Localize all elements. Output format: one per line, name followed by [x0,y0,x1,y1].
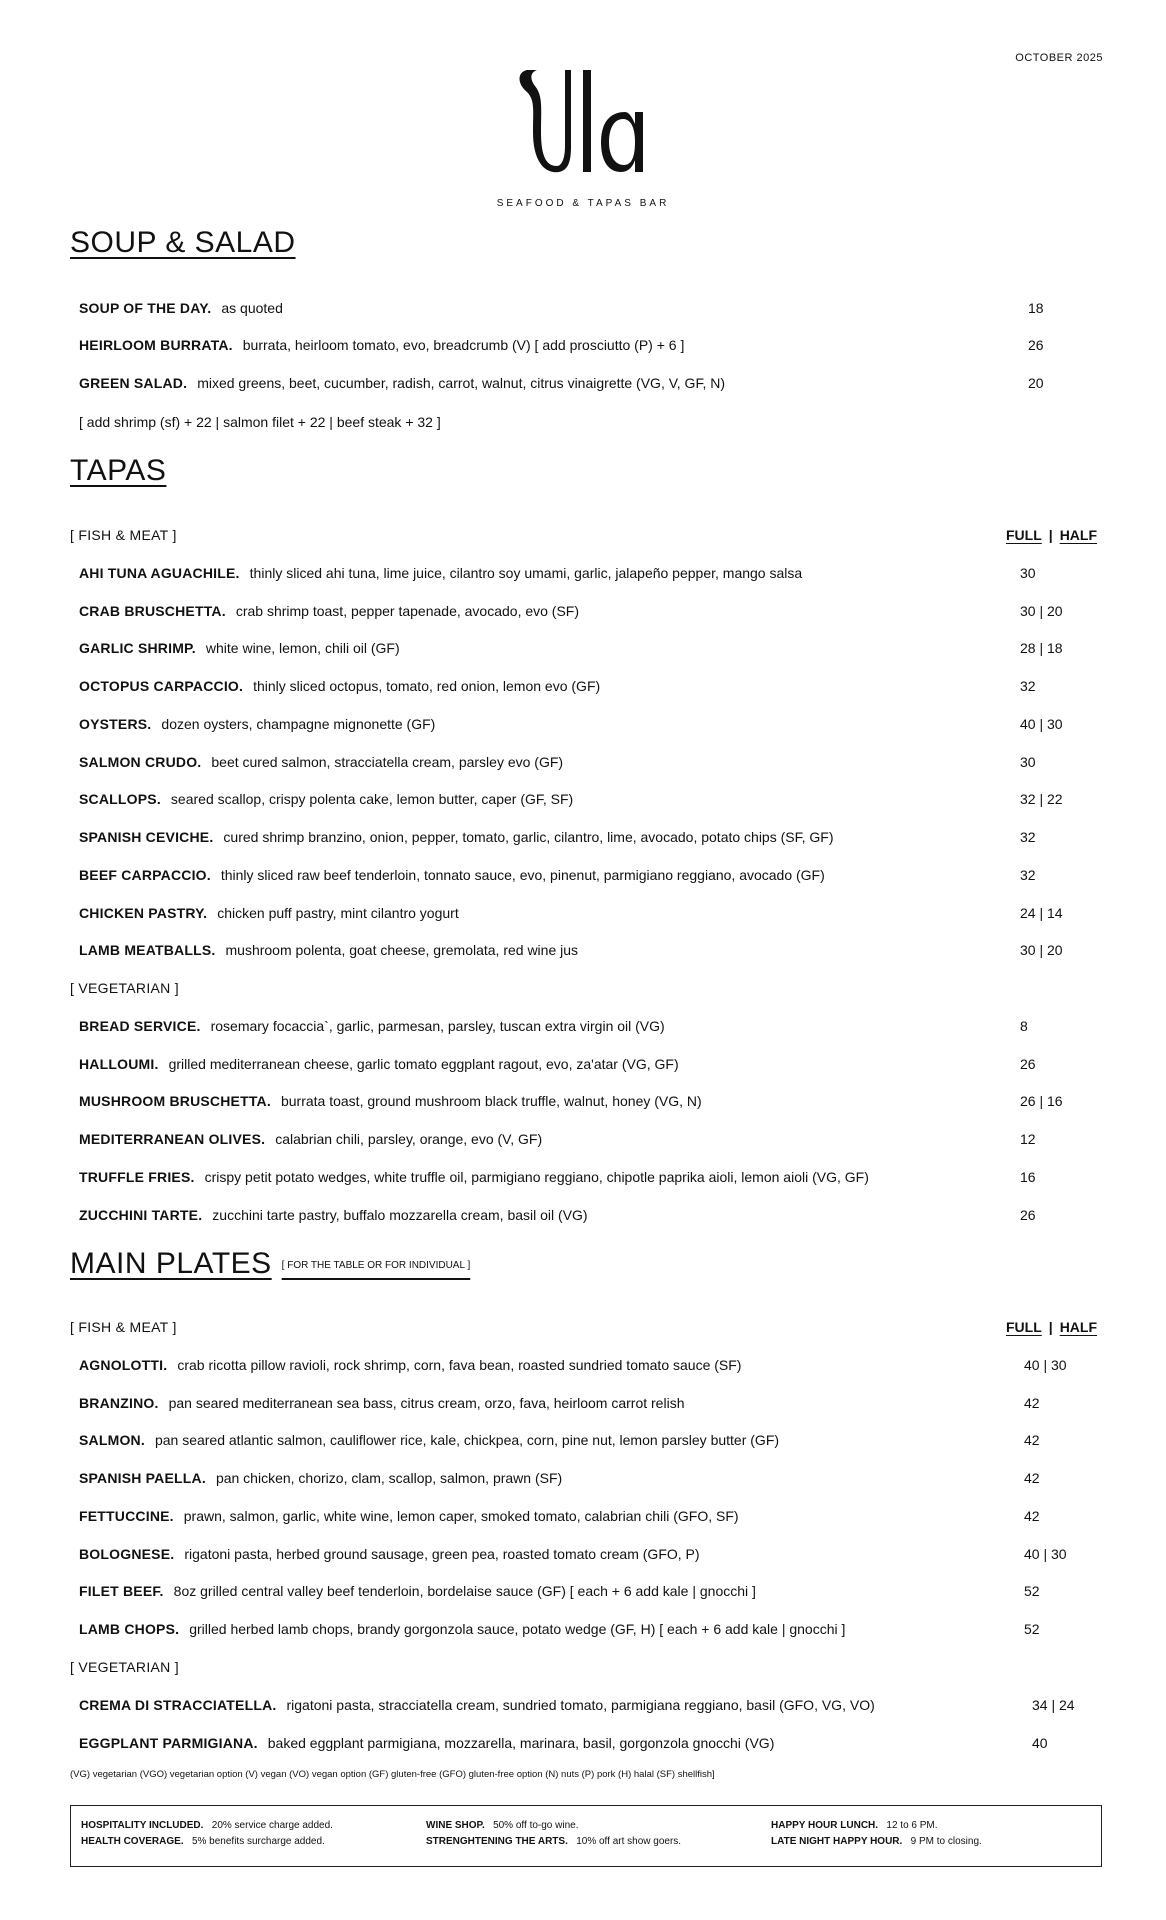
footer-line [771,1834,982,1850]
footer-text: 50% off to-go wine. [493,1820,579,1831]
footer-label: STRENGHTENING THE ARTS. [426,1836,568,1847]
item-name: FILET BEEF. [79,1583,164,1599]
item-name: CREMA DI STRACCIATELLA. [79,1697,277,1713]
footer-label: WINE SHOP. [426,1820,485,1831]
item-description: thinly sliced raw beef tenderloin, tonnato sauce, evo, pinenut, parmigiano reggiano, avocado (GF) [220,867,825,883]
item-name: BOLOGNESE. [79,1546,175,1562]
item-name: OCTOPUS CARPACCIO. [79,678,244,694]
item-name: SCALLOPS. [79,791,161,807]
footer-col-3 [771,1818,982,1850]
item-price: 24 | 14 [1020,905,1063,921]
category-vegetarian: [ VEGETARIAN ] [70,980,179,996]
item-name: EGGPLANT PARMIGIANA. [79,1735,258,1751]
item-description: crab ricotta pillow ravioli, rock shrimp, corn, fava bean, roasted sundried tomato sauce (SF) [177,1357,742,1373]
item-description: pan seared atlantic salmon, cauliflower rice, kale, chickpea, corn, pine nut, lemon parsley butter (GF) [154,1432,780,1448]
item-price: 30 [1020,754,1036,770]
item-price: 26 | 16 [1020,1093,1063,1109]
item-description: rigatoni pasta, herbed ground sausage, green pea, roasted tomato cream (GFO, P) [184,1546,700,1562]
item-description: thinly sliced ahi tuna, lime juice, cilantro soy umami, garlic, jalapeño pepper, mango salsa [249,565,803,581]
item-name: AHI TUNA AGUACHILE. [79,565,240,581]
menu-item [79,1697,875,1713]
menu-item [79,1056,679,1072]
footer-label: LATE NIGHT HAPPY HOUR. [771,1836,903,1847]
item-description: prawn, salmon, garlic, white wine, lemon caper, smoked tomato, calabrian chili (GFO, SF) [183,1508,739,1524]
menu-item [79,603,579,619]
item-name: SOUP OF THE DAY. [79,300,212,316]
section-title-main-plates [70,1247,470,1281]
menu-item [79,375,725,391]
item-price: 30 | 20 [1020,603,1063,619]
item-price: 52 [1024,1621,1040,1637]
full-label: FULL [1006,527,1042,543]
restaurant-logo [0,62,1166,180]
item-name: MEDITERRANEAN OLIVES. [79,1131,266,1147]
menu-item [79,754,563,770]
item-name: ZUCCHINI TARTE. [79,1207,203,1223]
full-half-separator: | [1048,527,1053,543]
item-price: 40 | 30 [1024,1357,1067,1373]
category-fish-meat: [ FISH & MEAT ] [70,527,177,543]
item-price: 32 [1020,829,1036,845]
menu-item [79,942,578,958]
footer-label: HAPPY HOUR LUNCH. [771,1820,879,1831]
menu-item [79,640,400,656]
footer-text: 20% service charge added. [211,1820,333,1831]
menu-item [79,1508,739,1524]
menu-date: OCTOBER 2025 [1015,52,1103,64]
menu-item [79,678,600,694]
item-name: CHICKEN PASTRY. [79,905,208,921]
item-price: 30 [1020,565,1036,581]
item-description: white wine, lemon, chili oil (GF) [205,640,400,656]
category-vegetarian: [ VEGETARIAN ] [70,1659,179,1675]
item-price: 32 [1020,678,1036,694]
item-price: 42 [1024,1395,1040,1411]
item-price: 40 | 30 [1024,1546,1067,1562]
item-description: mushroom polenta, goat cheese, gremolata, red wine jus [225,942,579,958]
item-name: SALMON CRUDO. [79,754,202,770]
menu-item [79,1093,702,1109]
item-price: 42 [1024,1508,1040,1524]
item-description: burrata toast, ground mushroom black truffle, walnut, honey (VG, N) [280,1093,702,1109]
menu-item [79,1432,779,1448]
item-price: 28 | 18 [1020,640,1063,656]
legend-text: (VG) vegetarian (VGO) vegetarian option (V) vegan (VO) vegan option (GF) gluten-free (GFO) gluten-free option (N) nuts (P) pork (H) halal (SF) shellfish] [70,1769,715,1780]
menu-item [79,1583,756,1599]
item-name: LAMB MEATBALLS. [79,942,216,958]
menu-item [79,300,283,316]
item-description: dozen oysters, champagne mignonette (GF) [161,716,436,732]
item-description: grilled herbed lamb chops, brandy gorgonzola sauce, potato wedge (GF, H) [ each + 6 add kale | gnocchi ] [189,1621,846,1637]
item-name: AGNOLOTTI. [79,1357,168,1373]
item-price: 26 [1028,337,1044,353]
item-description: calabrian chili, parsley, orange, evo (V, GF) [275,1131,543,1147]
menu-item [79,1621,845,1637]
menu-item [79,1357,741,1373]
item-name: OYSTERS. [79,716,152,732]
main-plates-title: MAIN PLATES [70,1247,272,1280]
item-price: 30 | 20 [1020,942,1063,958]
footer-line [426,1818,681,1834]
item-price: 16 [1020,1169,1036,1185]
item-name: SPANISH CEVICHE. [79,829,214,845]
menu-item [79,1546,700,1562]
footer-text: 10% off art show goers. [576,1836,682,1847]
section-title-tapas: TAPAS [70,454,167,487]
item-price: 40 | 30 [1020,716,1063,732]
category-fish-meat: [ FISH & MEAT ] [70,1319,177,1335]
item-name: GREEN SALAD. [79,375,188,391]
menu-item [79,1131,542,1147]
footer-text: 5% benefits surcharge added. [191,1836,325,1847]
item-description: crispy petit potato wedges, white truffle oil, parmigiano reggiano, chipotle paprika aioli, lemon aioli (VG, GF) [204,1169,869,1185]
menu-item [79,867,825,883]
item-description: crab shrimp toast, pepper tapenade, avocado, evo (SF) [235,603,580,619]
half-label: HALF [1059,1319,1098,1335]
footer-box [70,1805,1102,1867]
menu-item [79,829,834,845]
salad-addon-note: [ add shrimp (sf) + 22 | salmon filet + 22 | beef steak + 32 ] [79,414,441,430]
item-name: HALLOUMI. [79,1056,159,1072]
item-description: baked eggplant parmigiana, mozzarella, marinara, basil, gorgonzola gnocchi (VG) [267,1735,775,1751]
item-name: LAMB CHOPS. [79,1621,180,1637]
item-price: 20 [1028,375,1044,391]
item-name: BREAD SERVICE. [79,1018,201,1034]
item-price: 42 [1024,1470,1040,1486]
menu-item [79,1735,774,1751]
item-name: BRANZINO. [79,1395,159,1411]
item-description: burrata, heirloom tomato, evo, breadcrumb (V) [ add prosciutto (P) + 6 ] [242,337,685,353]
menu-item [79,1470,562,1486]
footer-line [771,1818,982,1834]
half-label: HALF [1059,527,1098,543]
item-description: zucchini tarte pastry, buffalo mozzarella cream, basil oil (VG) [212,1207,588,1223]
section-title-soup-salad: SOUP & SALAD [70,226,296,259]
item-name: SALMON. [79,1432,145,1448]
item-price: 42 [1024,1432,1040,1448]
item-price: 52 [1024,1583,1040,1599]
footer-col-2 [426,1818,681,1850]
footer-text: 12 to 6 PM. [886,1820,938,1831]
item-description: rigatoni pasta, stracciatella cream, sundried tomato, parmigiana reggiano, basil (GFO, VG, VO) [286,1697,875,1713]
item-price: 32 [1020,867,1036,883]
item-name: SPANISH PAELLA. [79,1470,206,1486]
item-name: MUSHROOM BRUSCHETTA. [79,1093,271,1109]
item-name: BEEF CARPACCIO. [79,867,211,883]
menu-item [79,1207,588,1223]
item-name: FETTUCCINE. [79,1508,174,1524]
item-name: GARLIC SHRIMP. [79,640,196,656]
menu-item [79,1395,684,1411]
item-description: thinly sliced octopus, tomato, red onion, lemon evo (GF) [253,678,601,694]
menu-item [79,791,573,807]
menu-item [79,1018,665,1034]
item-description: 8oz grilled central valley beef tenderloin, bordelaise sauce (GF) [ each + 6 add kale | gnocchi ] [173,1583,756,1599]
item-name: CRAB BRUSCHETTA. [79,603,226,619]
menu-item [79,905,459,921]
item-description: pan seared mediterranean sea bass, citrus cream, orzo, fava, heirloom carrot relish [168,1395,685,1411]
full-label: FULL [1006,1319,1042,1335]
full-half-header [1006,1319,1097,1335]
item-price: 32 | 22 [1020,791,1063,807]
item-price: 12 [1020,1131,1036,1147]
item-description: beet cured salmon, stracciatella cream, parsley evo (GF) [211,754,564,770]
dietary-legend [70,1769,715,1780]
footer-line [426,1834,681,1850]
menu-item [79,716,435,732]
item-description: mixed greens, beet, cucumber, radish, carrot, walnut, citrus vinaigrette (VG, V, GF, N) [197,375,725,391]
item-price: 34 | 24 [1032,1697,1075,1713]
item-price: 26 [1020,1056,1036,1072]
item-description: cured shrimp branzino, onion, pepper, tomato, garlic, cilantro, lime, avocado, potato chips (SF, GF) [223,829,834,845]
item-description: pan chicken, chorizo, clam, scallop, salmon, prawn (SF) [215,1470,563,1486]
restaurant-tagline: SEAFOOD & TAPAS BAR [496,198,670,209]
item-description: chicken puff pastry, mint cilantro yogurt [217,905,459,921]
item-description: grilled mediterranean cheese, garlic tomato eggplant ragout, evo, za'atar (VG, GF) [168,1056,679,1072]
menu-item [79,337,684,353]
item-description: seared scallop, crispy polenta cake, lemon butter, caper (GF, SF) [170,791,574,807]
footer-label: HEALTH COVERAGE. [81,1836,184,1847]
item-price: 8 [1020,1018,1028,1034]
item-price: 40 [1032,1735,1048,1751]
footer-label: HOSPITALITY INCLUDED. [81,1820,204,1831]
footer-col-1 [81,1818,333,1850]
menu-item [79,1169,869,1185]
item-price: 18 [1028,300,1044,316]
footer-line [81,1834,333,1850]
footer-line [81,1818,333,1834]
full-half-separator: | [1048,1319,1053,1335]
item-price: 26 [1020,1207,1036,1223]
item-name: HEIRLOOM BURRATA. [79,337,233,353]
item-description: rosemary focaccia`, garlic, parmesan, parsley, tuscan extra virgin oil (VG) [210,1018,665,1034]
menu-item [79,565,802,581]
item-name: TRUFFLE FRIES. [79,1169,195,1185]
full-half-header [1006,527,1097,543]
footer-text: 9 PM to closing. [910,1836,982,1847]
main-plates-subtitle: [ FOR THE TABLE OR FOR INDIVIDUAL ] [281,1259,471,1271]
item-description: as quoted [221,300,283,316]
